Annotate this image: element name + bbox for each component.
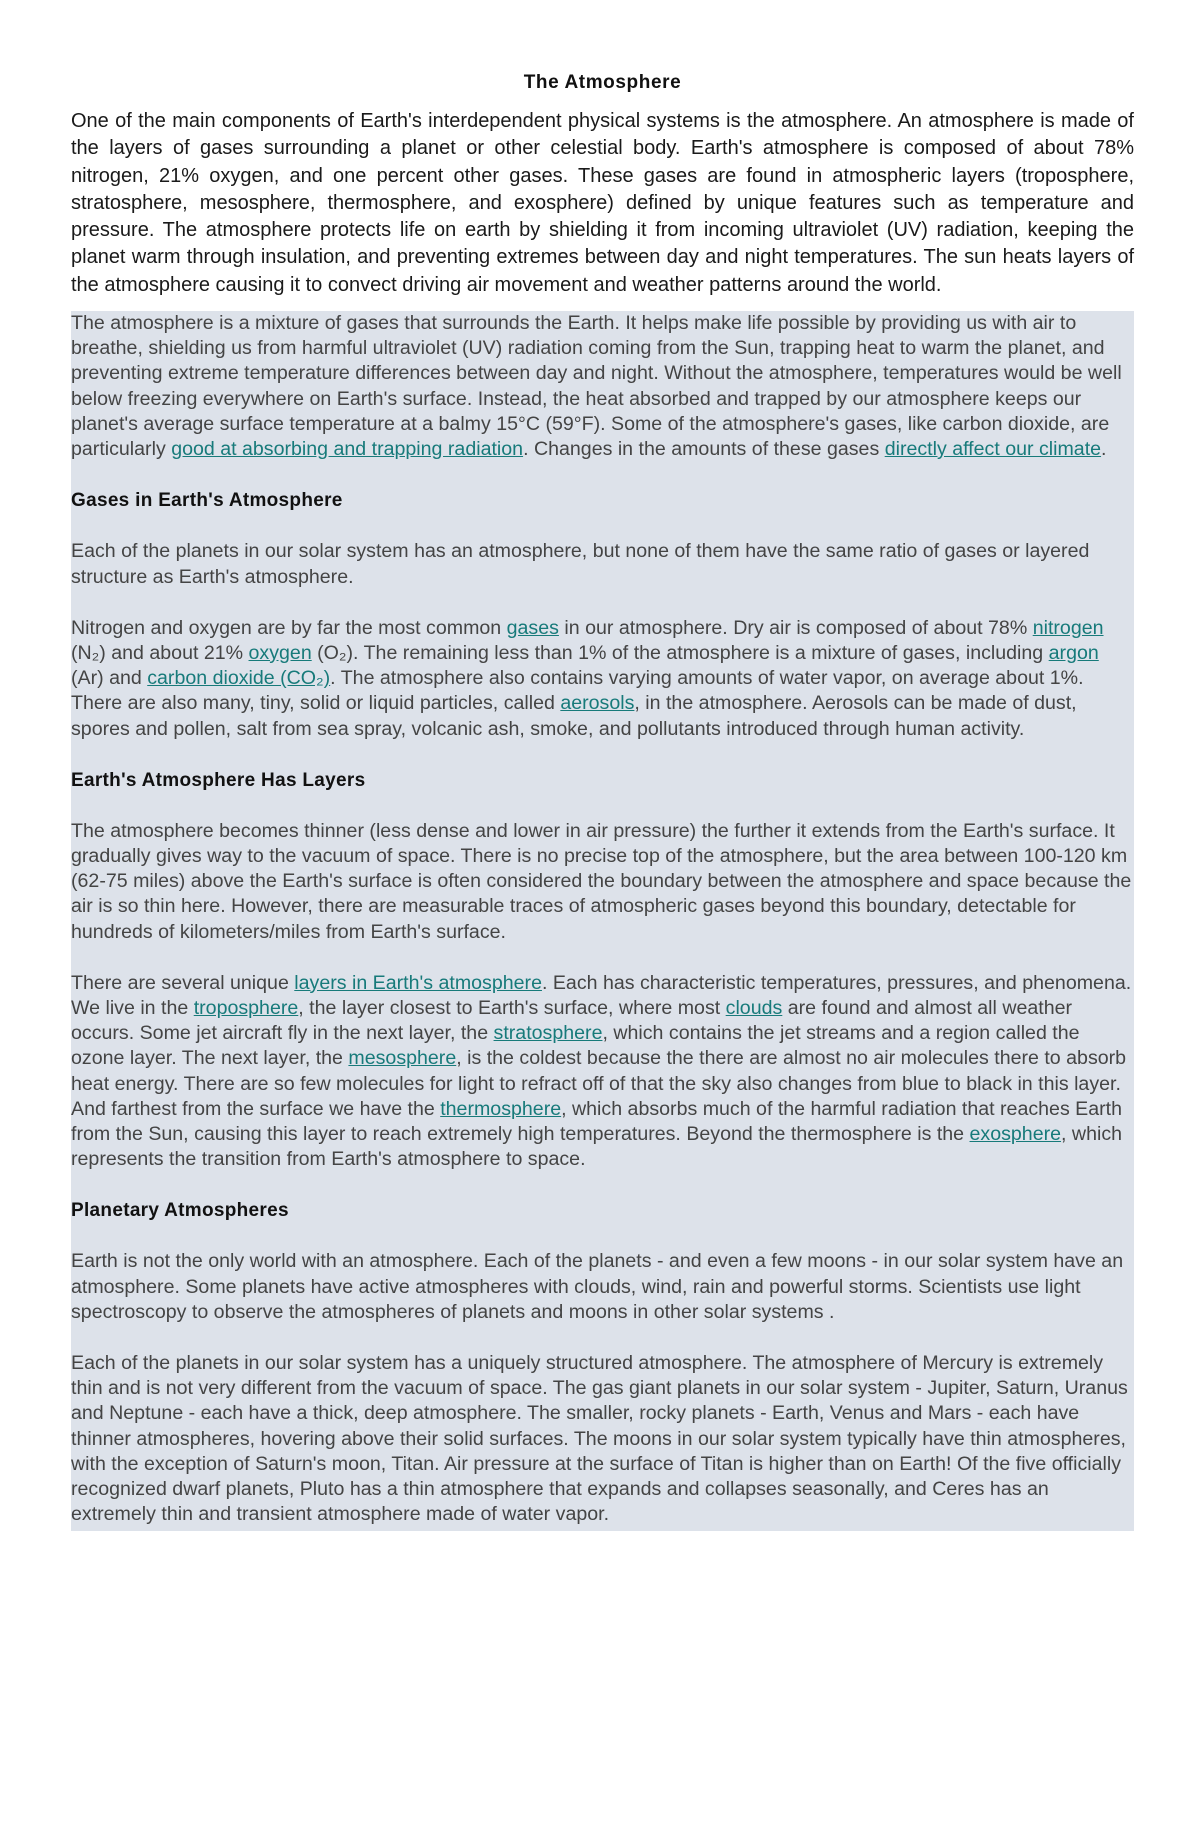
- link-argon[interactable]: argon: [1048, 641, 1099, 664]
- heading-gases: Gases in Earth's Atmosphere: [71, 490, 343, 512]
- heading-planetary: Planetary Atmospheres: [71, 1200, 289, 1222]
- link-affect-climate[interactable]: directly affect our climate: [884, 438, 1102, 461]
- document-page: [71, 0, 1134, 1531]
- link-clouds[interactable]: clouds: [725, 996, 783, 1019]
- text-span: . Each has characteristic temperatures, pressures, and phenomena. We live in the: [71, 971, 1132, 1019]
- text-span: (N₂) and about 21%: [71, 641, 249, 664]
- page-title: The Atmosphere: [523, 72, 682, 93]
- paragraph-layers: [71, 971, 1132, 1173]
- text-span: (Ar) and: [71, 667, 148, 690]
- link-exosphere[interactable]: exosphere: [969, 1122, 1062, 1145]
- text-span: . The atmosphere also contains varying amounts of water vapor, on average about 1%. There are also many, tiny, solid or liquid particles, called: [71, 667, 1084, 715]
- link-absorbing-radiation[interactable]: good at absorbing and trapping radiation: [171, 438, 524, 461]
- link-nitrogen[interactable]: nitrogen: [1032, 616, 1104, 639]
- intro-paragraph: One of the main components of Earth's interdependent physical systems is the atmosphere. An atmosphere is made of the layers of gases surrounding a planet or other celestial body. Earth's atmosphere is composed of about 78% nitrogen, 21% oxygen, and one percent other gases. These gases are found in atmospheric layers (troposphere, stratosphere, mesosphere, thermosphere, and exosphere) defined by unique features such as temperature and pressure. The atmosphere protects life on earth by shielding it from incoming ultraviolet (UV) radiation, keeping the planet warm through insulation, and preventing extremes between day and night temperatures. The sun heats layers of the atmosphere causing it to convect driving air movement and weather patterns around the world.: [71, 110, 1134, 296]
- link-layers-in-atmosphere[interactable]: layers in Earth's atmosphere: [294, 971, 542, 994]
- text-span: Nitrogen and oxygen are by far the most common: [71, 616, 507, 639]
- highlighted-article: [71, 311, 1134, 1531]
- text-span: , which represents the transition from Earth's atmosphere to space.: [71, 1122, 1123, 1171]
- text-span: , the layer closest to Earth's surface, where most: [298, 996, 726, 1019]
- text-span: in our atmosphere. Dry air is composed of about 78%: [558, 616, 1033, 639]
- link-aerosols[interactable]: aerosols: [560, 692, 635, 715]
- paragraph-gas-ratios: Each of the planets in our solar system has an atmosphere, but none of them have the same ratio of gases or layered structure as Earth's atmosphere.: [71, 540, 1090, 588]
- paragraph-gas-composition: [71, 616, 1132, 742]
- paragraph-atmosphere-overview: [71, 311, 1132, 462]
- link-gases[interactable]: gases: [506, 616, 559, 639]
- text-span: There are several unique: [71, 971, 295, 994]
- link-troposphere[interactable]: troposphere: [193, 996, 299, 1019]
- link-carbon-dioxide[interactable]: carbon dioxide (CO₂): [147, 667, 331, 690]
- text-span: , which contains the jet streams and a region called the ozone layer. The next layer, the: [71, 1022, 1080, 1070]
- text-span: , which absorbs much of the harmful radiation that reaches Earth from the Sun, causing this layer to reach extremely high temperatures. Beyond the thermosphere is the: [71, 1097, 1123, 1145]
- text-span: are found and almost all weather occurs. Some jet aircraft fly in the next layer, the: [71, 996, 1073, 1045]
- paragraph-planet-structures: Each of the planets in our solar system has a uniquely structured atmosphere. The atmosphere of Mercury is extremely thin and is not very different from the vacuum of space. The gas giant planets in our solar system - Jupiter, Saturn, Uranus and Neptune - each have a thick, deep atmosphere. The smaller, rocky planets - Earth, Venus and Mars - each have thinner atmospheres, hovering above their solid surfaces. The moons in our solar system typically have thin atmospheres, with the exception of Saturn's moon, Titan. Air pressure at the surface of Titan is higher than on Earth! Of the five officially recognized dwarf planets, Pluto has a thin atmosphere that expands and collapses seasonally, and Ceres has an extremely thin and transient atmosphere made of water vapor.: [71, 1351, 1128, 1526]
- text-span: .: [1101, 438, 1107, 461]
- text-span: , is the coldest because the there are almost no air molecules there to absorb heat energy. There are so few molecules for light to refract off of that the sky also changes from blue to black in this layer. And farthest from the surface we have the: [71, 1047, 1127, 1120]
- text-span: , in the atmosphere. Aerosols can be made of dust, spores and pollen, salt from sea spray, volcanic ash, smoke, and pollutants introduced through human activity.: [71, 692, 1077, 740]
- link-mesosphere[interactable]: mesosphere: [348, 1047, 457, 1070]
- text-span: . Changes in the amounts of these gases: [523, 438, 885, 461]
- paragraph-other-worlds: Earth is not the only world with an atmosphere. Each of the planets - and even a few moons - in our solar system have an atmosphere. Some planets have active atmospheres with clouds, wind, rain and powerful storms. Scientists use light spectroscopy to observe the atmospheres of planets and moons in other solar systems .: [71, 1250, 1124, 1323]
- link-stratosphere[interactable]: stratosphere: [493, 1022, 603, 1045]
- link-oxygen[interactable]: oxygen: [248, 641, 312, 664]
- text-span: (O₂). The remaining less than 1% of the atmosphere is a mixture of gases, including: [311, 641, 1049, 664]
- paragraph-atmosphere-thickness: The atmosphere becomes thinner (less dense and lower in air pressure) the further it extends from the Earth's surface. It gradually gives way to the vacuum of space. There is no precise top of the atmosphere, but the area between 100-120 km (62-75 miles) above the Earth's surface is often considered the boundary between the atmosphere and space because the air is so thin here. However, there are measurable traces of atmospheric gases beyond this boundary, detectable for hundreds of kilometers/miles from Earth's surface.: [71, 819, 1132, 943]
- text-span: The atmosphere is a mixture of gases that surrounds the Earth. It helps make life possible by providing us with air to breathe, shielding us from harmful ultraviolet (UV) radiation coming from the Sun, trapping heat to warm the planet, and preventing extreme temperature differences between day and night. Without the atmosphere, temperatures would be well below freezing everywhere on Earth's surface. Instead, the heat absorbed and trapped by our atmosphere keeps our planet's average surface temperature at a balmy 15°C (59°F). Some of the atmosphere's gases, like carbon dioxide, are particularly: [71, 312, 1122, 461]
- link-thermosphere[interactable]: thermosphere: [440, 1097, 562, 1120]
- heading-layers: Earth's Atmosphere Has Layers: [71, 769, 366, 791]
